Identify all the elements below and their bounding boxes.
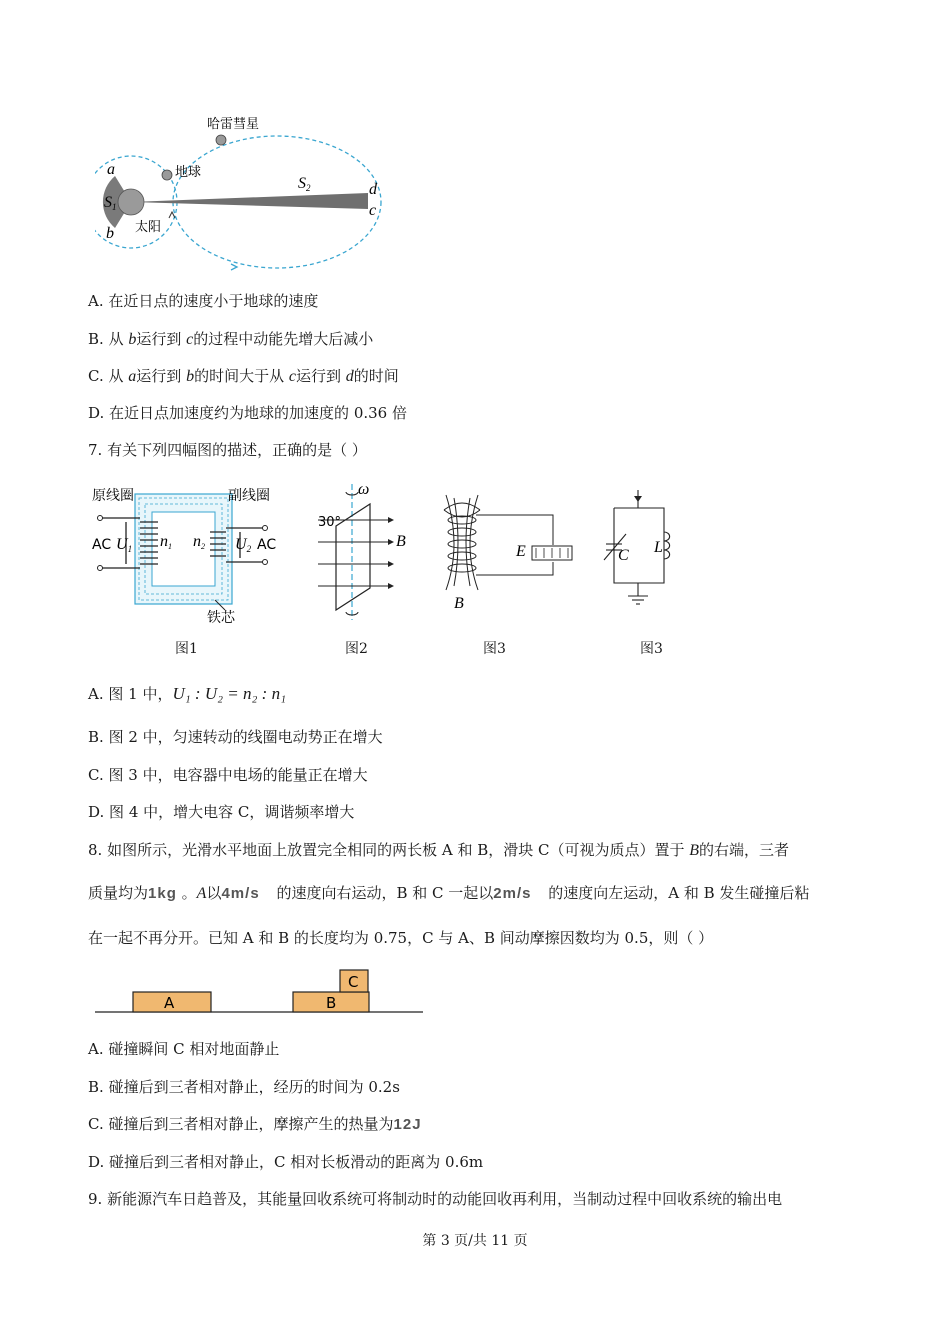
orbit-arrow-bottom <box>231 264 237 270</box>
q7-fig4-caption: 图3 <box>640 641 663 657</box>
svg-text:A: A <box>164 994 175 1012</box>
q7-figure-3-solenoid-capacitor <box>436 490 586 615</box>
svg-text:n1: n1 <box>160 533 172 551</box>
svg-text:L: L <box>654 539 663 556</box>
s2-label: S2 <box>298 175 311 193</box>
q7-a-formula: U₁ : U₂ = n₂ : n₁ <box>172 684 286 703</box>
q7-option-c[interactable]: C. 图 3 中，电容器中电场的能量正在增大 <box>88 766 368 784</box>
q7-figure-4-lc-circuit <box>600 488 680 608</box>
q7-stem: 7. 有关下列四幅图的描述，正确的是（ ） <box>88 441 367 459</box>
q7-fig3-caption: 图3 <box>483 641 506 657</box>
svg-text:B: B <box>326 994 337 1012</box>
q7-option-b[interactable]: B. 图 2 中，匀速转动的线圈电动势正在增大 <box>88 728 383 746</box>
q6-option-b[interactable]: B. 从 b运行到 c的过程中动能先增大后减小 <box>88 330 374 348</box>
q8-option-b[interactable]: B. 碰撞后到三者相对静止，经历的时间为 0.2s <box>88 1078 400 1096</box>
q8-option-a[interactable]: A. 碰撞瞬间 C 相对地面静止 <box>88 1040 280 1058</box>
svg-text:铁芯: 铁芯 <box>207 610 235 626</box>
svg-text:副线圈: 副线圈 <box>228 488 270 504</box>
q9-stem: 9. 新能源汽车日趋普及，其能量回收系统可将制动时的动能回收再利用，当制动过程中回收系统的输出电 <box>88 1190 783 1208</box>
q7-option-a[interactable]: A. 图 1 中，U₁ : U₂ = n₂ : n₁ <box>88 684 286 703</box>
comet-label: 哈雷彗星 <box>207 117 260 132</box>
svg-text:B: B <box>454 595 464 612</box>
svg-text:ω: ω <box>358 481 370 498</box>
q8-option-c[interactable]: C. 碰撞后到三者相对静止，摩擦产生的热量为12J <box>88 1115 422 1133</box>
svg-text:B: B <box>396 533 406 550</box>
q6-option-d[interactable]: D. 在近日点加速度约为地球的加速度的 0.36 倍 <box>88 404 407 422</box>
svg-text:AC: AC <box>92 537 112 553</box>
q8-stem-line-3: 在一起不再分开。已知 A 和 B 的长度均为 0.75，C 与 A、B 间动摩擦因数均为 0.5，则（ ） <box>88 929 714 947</box>
q6-option-c[interactable]: C. 从 a运行到 b的时间大于从 c运行到 d的时间 <box>88 367 399 385</box>
q7-fig1-caption: 图1 <box>175 641 198 657</box>
comet <box>216 135 226 145</box>
q7-fig2-caption: 图2 <box>345 641 368 657</box>
svg-text:AC: AC <box>257 537 277 553</box>
q8-figure-boards <box>95 965 425 1015</box>
svg-text:30°: 30° <box>318 515 342 530</box>
svg-text:原线圈: 原线圈 <box>92 488 134 504</box>
sector-s2 <box>131 193 368 209</box>
sun-label: 太阳 <box>135 220 162 235</box>
q8-option-d[interactable]: D. 碰撞后到三者相对静止，C 相对长板滑动的距离为 0.6m <box>88 1153 484 1171</box>
svg-text:n2: n2 <box>193 533 205 551</box>
s1-label: S1 <box>104 194 117 212</box>
sun <box>118 189 144 215</box>
svg-text:U1: U1 <box>116 536 133 554</box>
svg-text:C: C <box>348 973 359 991</box>
q7-figure-1-transformer <box>90 482 290 662</box>
q8-stem-line-2: 质量均为1kg 。A以4m/s 的速度向右运动，B 和 C 一起以2m/s 的速度向左运动，A 和 B 发生碰撞后粘 <box>88 884 810 902</box>
point-d: d <box>369 181 377 198</box>
point-c: c <box>369 202 377 219</box>
q7-option-d[interactable]: D. 图 4 中，增大电容 C，调谐频率增大 <box>88 803 355 821</box>
svg-text:U2: U2 <box>235 536 252 554</box>
earth-label: 地球 <box>175 165 202 180</box>
earth <box>162 170 172 180</box>
q6-option-a[interactable]: A. 在近日点的速度小于地球的速度 <box>88 292 319 310</box>
svg-text:C: C <box>618 547 629 564</box>
q7-figure-2-rotating-coil <box>308 480 418 630</box>
page-footer: 第 3 页/共 11 页 <box>422 1233 528 1249</box>
q8-stem-line-1: 8. 如图所示，光滑水平地面上放置完全相同的两长板 A 和 B，滑块 C（可视为质点）置于 B的右端，三者 <box>88 841 790 859</box>
point-a: a <box>107 161 115 178</box>
svg-text:E: E <box>516 543 526 560</box>
point-b: b <box>106 225 114 242</box>
orbit-figure <box>95 110 395 275</box>
